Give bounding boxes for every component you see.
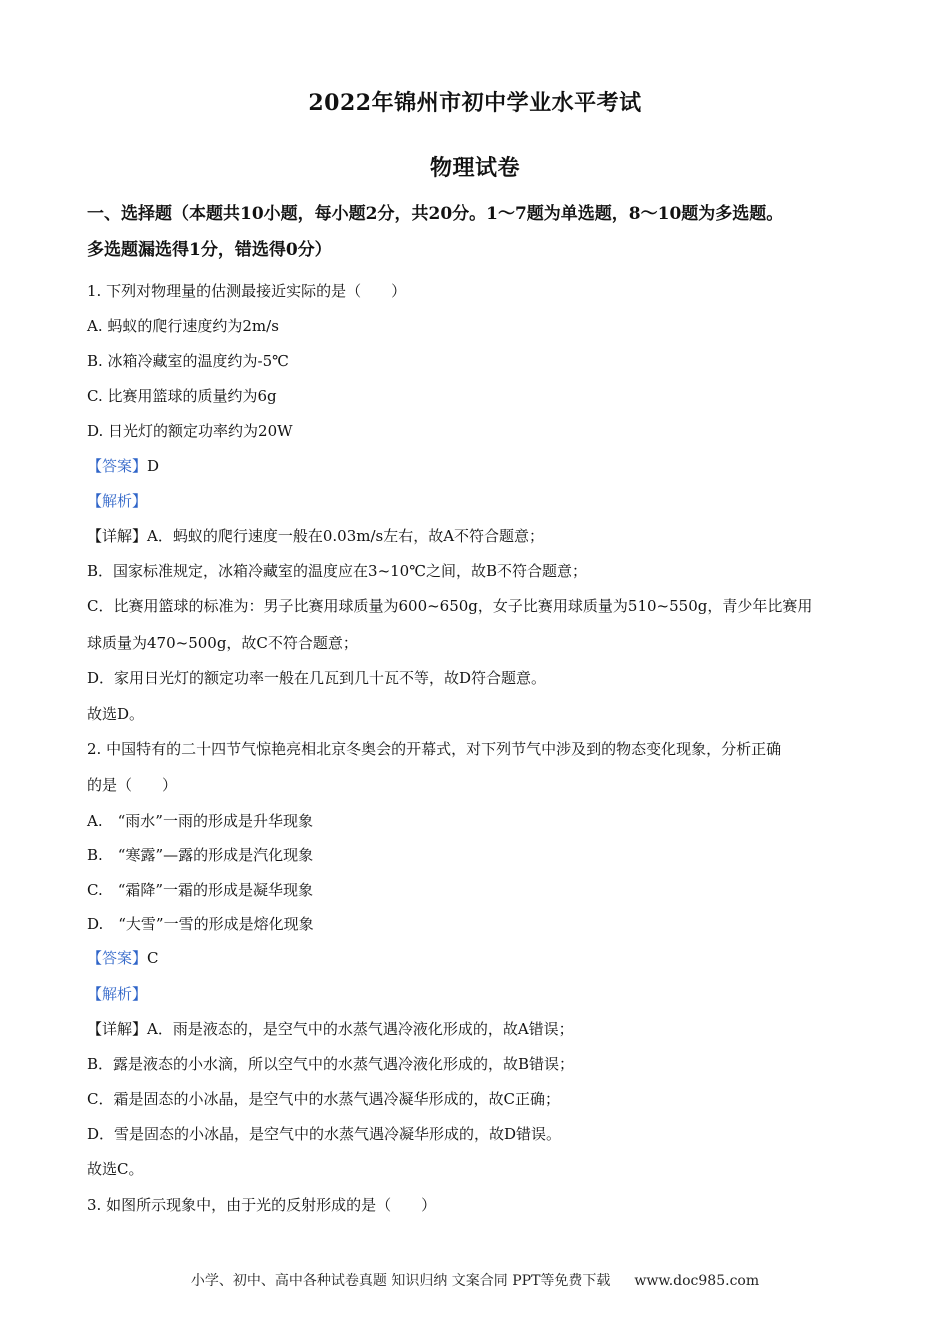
q1-option-c: C. 比赛用篮球的质量约为6g bbox=[87, 387, 277, 405]
page-footer bbox=[0, 1270, 950, 1290]
section-heading-line-1: 一、选择题（本题共10小题，每小题2分，共20分。1～7题为单选题，8～10题为多选题。 bbox=[87, 204, 784, 224]
q2-explain-a: A．雨是液态的，是空气中的水蒸气遇冷液化形成的，故A错误； bbox=[147, 1020, 574, 1038]
q1-detail-tag: 【详解】 bbox=[87, 527, 148, 545]
q2-answer-tag: 【答案】 bbox=[87, 949, 148, 967]
q2-option-b-text: B. “寒露”—露的形成是汽化现象 bbox=[87, 846, 314, 864]
q1-answer-tag: 【答案】 bbox=[87, 457, 148, 475]
q2-detail-tag: 【详解】 bbox=[87, 1020, 148, 1038]
q2-option-d-text: D. “大雪”一雪的形成是熔化现象 bbox=[87, 915, 314, 933]
page-title: 2022年锦州市初中学业水平考试 bbox=[308, 90, 642, 116]
q2-option-a bbox=[87, 811, 867, 831]
page-subtitle: 物理试卷 bbox=[429, 155, 520, 181]
q1-option-d: D. 日光灯的额定功率约为20W bbox=[87, 422, 293, 440]
q2-option-d bbox=[87, 914, 867, 934]
q2-answer-line bbox=[87, 948, 867, 968]
q1-stem: 1. 下列对物理量的估测最接近实际的是（ ） bbox=[87, 282, 407, 300]
q1-explain-b: B．国家标准规定，冰箱冷藏室的温度应在3~10℃之间，故B不符合题意； bbox=[87, 562, 588, 580]
q1-answer-value: D bbox=[147, 457, 160, 475]
q1-explain-a: A．蚂蚁的爬行速度一般在0.03m/s左右，故A不符合题意； bbox=[147, 527, 545, 545]
q1-answer-line bbox=[87, 456, 867, 476]
q2-option-b bbox=[87, 845, 867, 865]
footer-text: 小学、初中、高中各种试卷真题 知识归纳 文案合同 PPT等免费下载 bbox=[190, 1273, 611, 1289]
q1-explain-c-2: 球质量为470~500g，故C不符合题意； bbox=[87, 634, 358, 652]
q1-option-b: B. 冰箱冷藏室的温度约为-5℃ bbox=[87, 352, 289, 370]
q2-option-c-text: C. “霜降”一霜的形成是凝华现象 bbox=[87, 881, 314, 899]
q2-explain-d: D．雪是固态的小冰晶，是空气中的水蒸气遇冷凝华形成的，故D错误。 bbox=[87, 1125, 562, 1143]
q2-option-a-text: A. “雨水”一雨的形成是升华现象 bbox=[87, 812, 313, 830]
q2-option-c bbox=[87, 880, 867, 900]
footer-url[interactable]: www.doc985.com bbox=[634, 1273, 760, 1289]
q2-explain-c: C．霜是固态的小冰晶，是空气中的水蒸气遇冷凝华形成的，故C正确； bbox=[87, 1090, 560, 1108]
q3-stem: 3. 如图所示现象中，由于光的反射形成的是（ ） bbox=[87, 1196, 437, 1214]
q1-explain-d: D．家用日光灯的额定功率一般在几瓦到几十瓦不等，故D符合题意。 bbox=[87, 669, 547, 687]
q1-detail-line-1 bbox=[87, 526, 867, 546]
q2-conclusion: 故选C。 bbox=[87, 1160, 144, 1178]
q1-explain-c-1: C．比赛用篮球的标准为：男子比赛用球质量为600~650g，女子比赛用球质量为510~550g，青少年比赛用 bbox=[87, 597, 813, 615]
q2-stem-1: 2. 中国特有的二十四节气惊艳亮相北京冬奥会的开幕式，对下列节气中涉及到的物态变化现象，分析正确 bbox=[87, 740, 782, 758]
section-heading-line-2: 多选题漏选得1分，错选得0分） bbox=[87, 240, 332, 260]
q2-explain-b: B．露是液态的小水滴，所以空气中的水蒸气遇冷液化形成的，故B错误； bbox=[87, 1055, 575, 1073]
q2-detail-line-1 bbox=[87, 1019, 867, 1039]
q2-answer-value: C bbox=[147, 949, 159, 967]
q2-analysis-tag: 【解析】 bbox=[87, 985, 148, 1003]
q1-conclusion: 故选D。 bbox=[87, 705, 145, 723]
q1-analysis-tag: 【解析】 bbox=[87, 492, 148, 510]
q2-stem-2: 的是（ ） bbox=[87, 776, 178, 794]
q1-option-a: A. 蚂蚁的爬行速度约为2m/s bbox=[87, 317, 279, 335]
